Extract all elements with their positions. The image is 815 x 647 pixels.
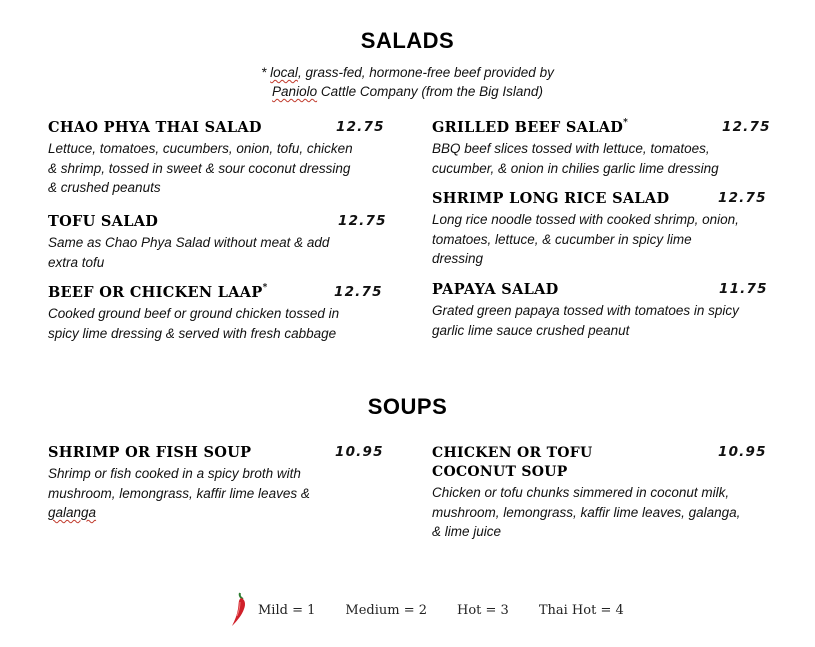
item-name: GRILLED BEEF SALAD* [432,118,629,136]
beef-source-note: * local, grass-fed, hormone-free beef provided by Paniolo Cattle Company (from the Big Island) [261,65,554,99]
menu-item-chicken-or-tofu-coconut-soup [432,444,782,542]
spice-level-legend [228,590,654,630]
menu-item-shrimp-long-rice-salad [432,190,782,269]
salads-title: SALADS [360,28,455,53]
item-price: 12.75 [718,190,767,206]
item-price: 10.95 [335,444,384,460]
menu-item-chao-phya-thai-salad [48,119,388,198]
item-price: 11.75 [719,281,768,297]
menu-item-grilled-beef-salad [432,119,782,178]
item-description: Same as Chao Phya Salad without meat & add extra tofu [48,235,330,270]
spice-level-hot: Hot = 3 [457,602,509,618]
spice-level-medium: Medium = 2 [345,602,428,618]
item-price: 12.75 [722,119,771,135]
item-name: SHRIMP LONG RICE SALAD [432,190,670,207]
item-description: Long rice noodle tossed with cooked shrimp, onion, tomatoes, lettuce, & cucumber in spicy lime dressing [432,212,739,266]
menu-item-shrimp-or-fish-soup [48,444,388,523]
item-name: TOFU SALAD [48,213,159,230]
item-name: BEEF OR CHICKEN LAAP* [48,283,268,301]
item-price: 12.75 [338,213,387,229]
spice-level-mild: Mild = 1 [258,602,316,618]
item-price: 12.75 [334,284,383,300]
item-price: 10.95 [718,444,767,460]
chili-pepper-icon [228,591,250,629]
menu-item-papaya-salad [432,281,782,340]
item-description: Shrimp or fish cooked in a spicy broth with mushroom, lemongrass, kaffir lime leaves & galanga [48,466,310,520]
item-name: CHAO PHYA THAI SALAD [48,119,262,136]
item-name: SHRIMP OR FISH SOUP [48,444,252,461]
item-description: Grated green papaya tossed with tomatoes in spicy garlic lime sauce crushed peanut [432,303,739,338]
item-name: CHICKEN OR TOFU COCONUT SOUP [432,445,593,480]
item-price: 12.75 [336,119,385,135]
soups-title: SOUPS [367,394,448,419]
item-description: Lettuce, tomatoes, cucumbers, onion, tofu, chicken & shrimp, tossed in sweet & sour coconut dressing & crushed peanuts [48,141,353,195]
menu-item-tofu-salad [48,213,388,272]
menu-item-beef-or-chicken-laap [48,284,388,343]
item-name: PAPAYA SALAD [432,281,559,298]
item-description: Cooked ground beef or ground chicken tossed in spicy lime dressing & served with fresh cabbage [48,306,340,341]
item-description: BBQ beef slices tossed with lettuce, tomatoes, cucumber, & onion in chilies garlic lime dressing [432,141,719,176]
item-description: Chicken or tofu chunks simmered in coconut milk, mushroom, lemongrass, kaffir lime leaves, galanga, & lime juice [432,485,741,539]
spice-level-thai-hot: Thai Hot = 4 [538,602,624,618]
